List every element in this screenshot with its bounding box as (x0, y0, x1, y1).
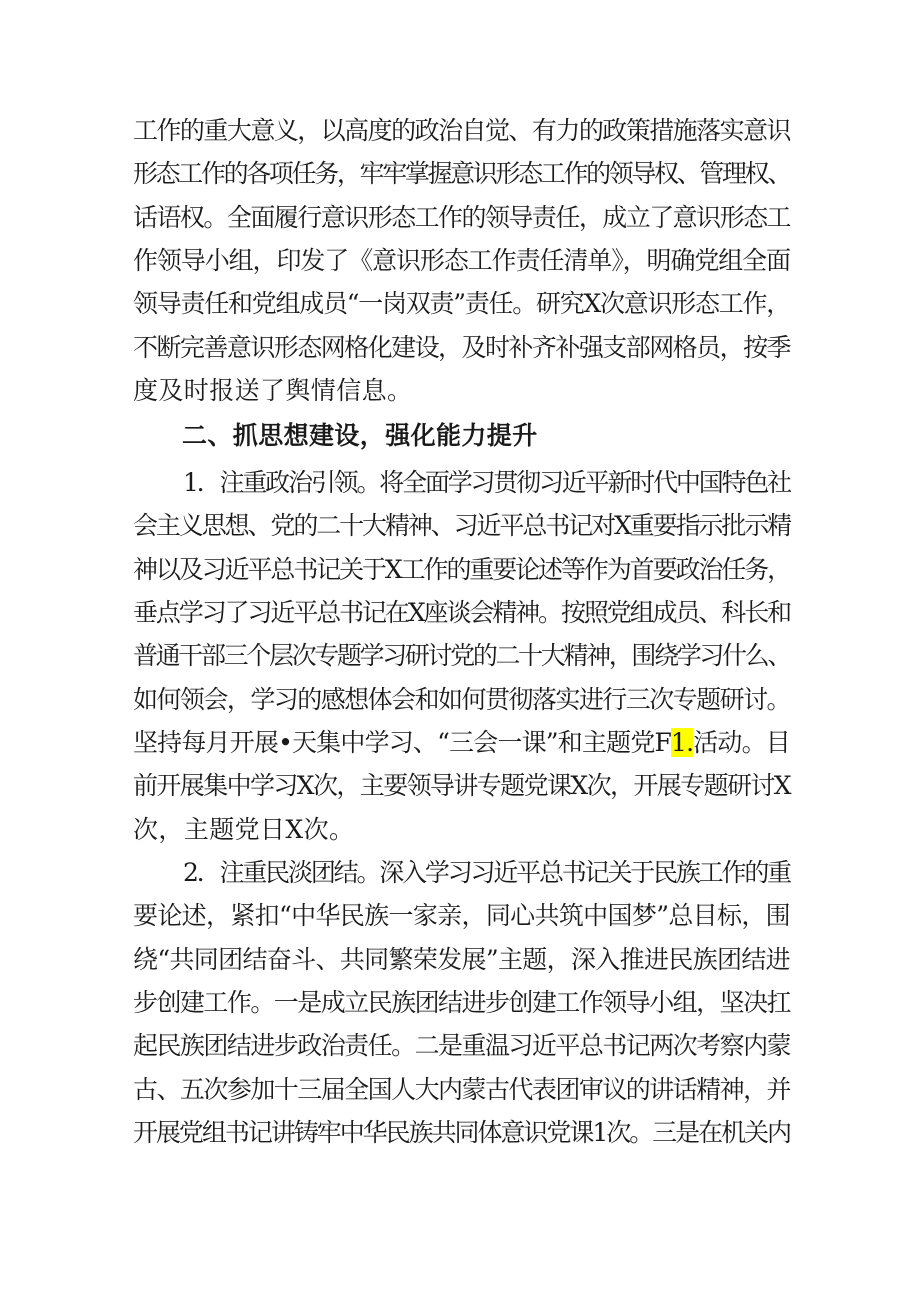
text-line: 话语权。全面履行意识形态工作的领导责任，成立了意识形态工 (133, 203, 790, 232)
text-line: 工作的重大意义，以高度的政治自觉、有力的政策措施落实意识 (133, 116, 790, 145)
text-line: 神以及习近平总书记关于X工作的重要论述等作为首要政治任务， (133, 555, 790, 584)
text-line: 不断完善意识形态网格化建设，及时补齐补强支部网格员，按季 (133, 333, 790, 362)
text-line: 作领导小组，印发了《意识形态工作责任清单》，明确党组全面 (133, 246, 790, 275)
text-line: 2．注重民淡团结。深入学习习近平总书记关于民族工作的重 (183, 858, 790, 887)
text-line: 领导责任和党组成员“一岗双责”责任。研究X次意识形态工作， (133, 289, 790, 318)
text-line: 次，主题党日X次。 (133, 815, 355, 844)
text-line: 古、五次参加十三届全国人大内蒙古代表团审议的讲话精神，并 (133, 1075, 790, 1104)
highlighted-text: 1. (671, 728, 694, 757)
text-segment: 活动。目 (693, 728, 790, 757)
text-line: 形态工作的各项任务，牢牢掌握意识形态工作的领导权、管理权、 (133, 159, 790, 188)
text-line: 垂点学习了习近平总书记在X座谈会精神。按照党组成员、科长和 (133, 598, 790, 627)
section-heading: 二、抓思想建设，强化能力提升 (182, 421, 538, 450)
text-line: 会主义思想、党的二十大精神、习近平总书记对X重要指示批示精 (133, 511, 790, 540)
text-line: 普通干部三个层次专题学习研讨党的二十大精神，围绕学习什么、 (133, 641, 790, 670)
text-line: 要论述，紧扣“中华民族一家亲，同心共筑中国梦”总目标，围 (133, 901, 790, 930)
text-line: 度及时报送了舆情信息。 (133, 376, 413, 405)
text-line: 步创建工作。一是成立民族团结进步创建工作领导小组，坚决扛 (133, 988, 790, 1017)
text-segment: 坚持每月开展•天集中学习、“三会一课”和主题党F (133, 728, 672, 757)
text-line: 开展党组书记讲铸牢中华民族共同体意识党课1次。三是在机关内 (133, 1118, 790, 1147)
text-line: 前开展集中学习X次，主要领导讲专题党课X次，开展专题研讨X (133, 771, 790, 800)
text-line: 如何领会，学习的感想体会和如何贯彻落实进行三次专题研讨。 (133, 685, 790, 714)
text-line: 1．注重政治引领。将全面学习贯彻习近平新时代中国特色社 (183, 468, 790, 497)
text-line-with-highlight (133, 721, 920, 765)
text-line: 起民族团结进步政治责任。二是重温习近平总书记两次考察内蒙 (133, 1031, 790, 1060)
text-line: 绕“共同团结奋斗、共同繁荣发展”主题，深入推进民族团结进 (133, 945, 790, 974)
